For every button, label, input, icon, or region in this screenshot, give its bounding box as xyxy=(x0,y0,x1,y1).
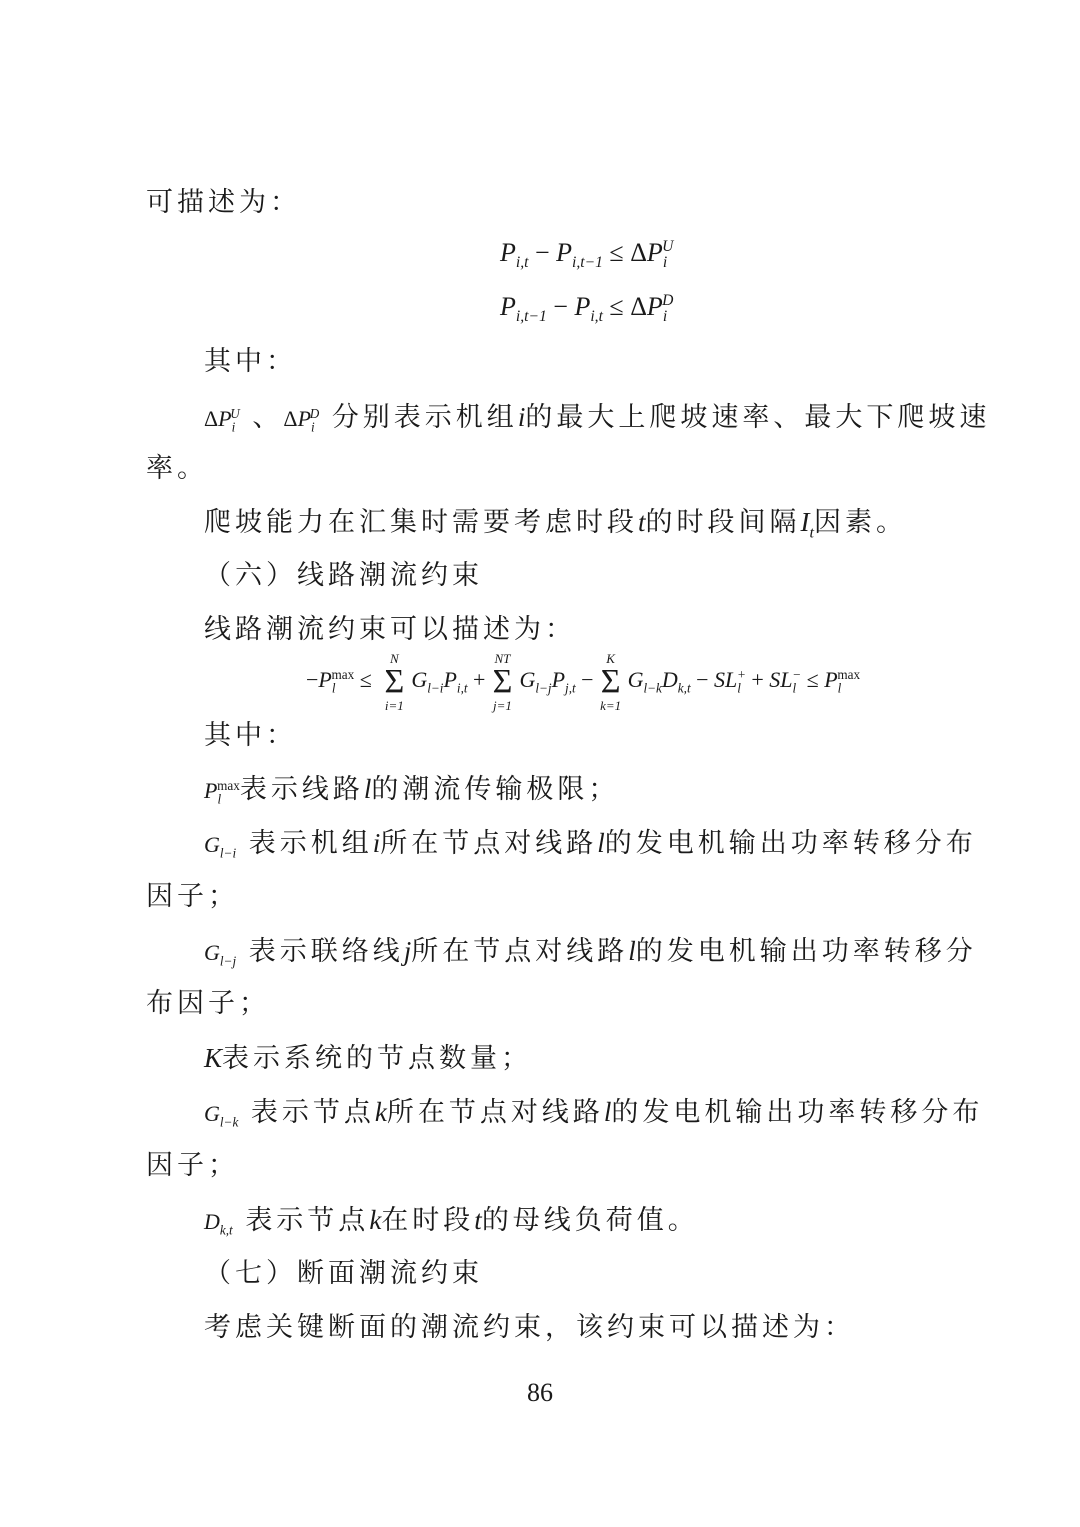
paragraph: $G_{l-k}$ 表示节点k所在节点对线路l的发电机输出功率转移分布 xyxy=(204,1097,984,1130)
symbol: k xyxy=(374,1097,387,1127)
symbol: i xyxy=(517,402,526,432)
text: 所在节点对线路 xyxy=(386,1097,604,1128)
text: 其中： xyxy=(204,720,297,751)
ramp-up-equation: $P_{i,t} - P_{i,t-1} \le \Delta P_i^U$ xyxy=(500,238,674,272)
section-heading xyxy=(204,1257,483,1291)
text: 所在节点对线路 xyxy=(380,828,598,859)
text: 的潮流传输极限； xyxy=(371,774,620,805)
text: 的母线负荷值。 xyxy=(481,1205,699,1236)
text: 其中： xyxy=(204,346,297,377)
paragraph: $G_{l-i}$ 表示机组i所在节点对线路l的发电机输出功率转移分布 xyxy=(204,828,977,861)
text: 因子； xyxy=(146,881,239,912)
text: 可描述为： xyxy=(146,187,301,218)
text: 的发电机输出功率转移分 xyxy=(635,936,977,967)
text: 线路潮流约束可以描述为： xyxy=(204,614,576,645)
text: 的发电机输出功率转移分布 xyxy=(604,828,977,859)
text: 表示联络线 xyxy=(248,936,404,967)
page-number: 86 xyxy=(527,1378,553,1407)
text: 表示机组 xyxy=(248,828,373,859)
symbol: k xyxy=(369,1205,382,1235)
paragraph: $\Delta P_i^U$ 、$\Delta P_i^D$ 分别表示机组i的最大上爬坡速率、最大下爬坡速 xyxy=(204,402,991,435)
symbol: t xyxy=(809,523,815,542)
symbol: l xyxy=(603,1097,612,1127)
paragraph xyxy=(204,505,907,540)
paragraph xyxy=(204,1311,855,1345)
paragraph xyxy=(146,1149,239,1183)
symbol: K xyxy=(204,1043,223,1073)
text: 考虑关键断面的潮流约束，该约束可以描述为： xyxy=(204,1312,855,1343)
paragraph xyxy=(204,613,576,647)
paragraph: $P_l^{max}$表示线路l的潮流传输极限； xyxy=(204,774,620,807)
text: 因子； xyxy=(146,1150,239,1181)
symbol: t xyxy=(638,507,646,537)
text: 的发电机输出功率转移分布 xyxy=(611,1097,984,1128)
symbol: I xyxy=(800,507,810,537)
text: 分别表示机组 xyxy=(331,402,518,433)
paragraph xyxy=(146,987,270,1021)
paragraph xyxy=(146,186,301,220)
heading-text: （七）断面潮流约束 xyxy=(204,1258,483,1289)
symbol: j xyxy=(403,936,412,966)
paragraph: $G_{l-j}$ 表示联络线j所在节点对线路l的发电机输出功率转移分 xyxy=(204,936,977,969)
text: 、 xyxy=(252,402,284,433)
paragraph xyxy=(204,1041,532,1076)
symbol: t xyxy=(474,1205,482,1235)
heading-text: （六）线路潮流约束 xyxy=(204,560,483,591)
text: 率。 xyxy=(146,453,208,484)
symbol: l xyxy=(628,936,636,966)
text: 因素。 xyxy=(814,507,908,538)
text: 表示节点 xyxy=(250,1097,375,1128)
paragraph xyxy=(146,452,208,486)
paragraph xyxy=(204,345,297,379)
text: 在时段 xyxy=(381,1205,475,1236)
text: 所在节点对线路 xyxy=(411,936,629,967)
symbol: l xyxy=(597,828,605,858)
text: 的时段间隔 xyxy=(645,507,801,538)
line-flow-equation: $-P_l^{max}$ ≤ N Σ i=1 $G_{l-i}P_{i,t}$ + NT Σ j=1 $G_{l-j}P_{j,t}$ − K Σ k=1 $G_{l-k}D_{k,t} - SL_l^+ + SL_l^- \le P_l^{max}$ xyxy=(306,651,861,713)
symbol: i xyxy=(372,828,381,858)
text: 表示系统的节点数量； xyxy=(222,1043,533,1074)
ramp-down-equation: $P_{i,t-1} - P_{i,t} \le \Delta P_i^D$ xyxy=(500,292,674,326)
symbol: l xyxy=(363,774,372,804)
section-heading xyxy=(204,559,483,593)
text: 表示线路 xyxy=(239,774,364,805)
paragraph xyxy=(204,719,297,753)
text: 的最大上爬坡速率、最大下爬坡速 xyxy=(525,402,991,433)
paragraph xyxy=(146,880,239,914)
text: 爬坡能力在汇集时需要考虑时段 xyxy=(204,507,638,538)
text: 表示节点 xyxy=(245,1205,370,1236)
text: 布因子； xyxy=(146,988,270,1019)
paragraph: $D_{k,t}$ 表示节点k在时段t的母线负荷值。 xyxy=(204,1205,699,1238)
